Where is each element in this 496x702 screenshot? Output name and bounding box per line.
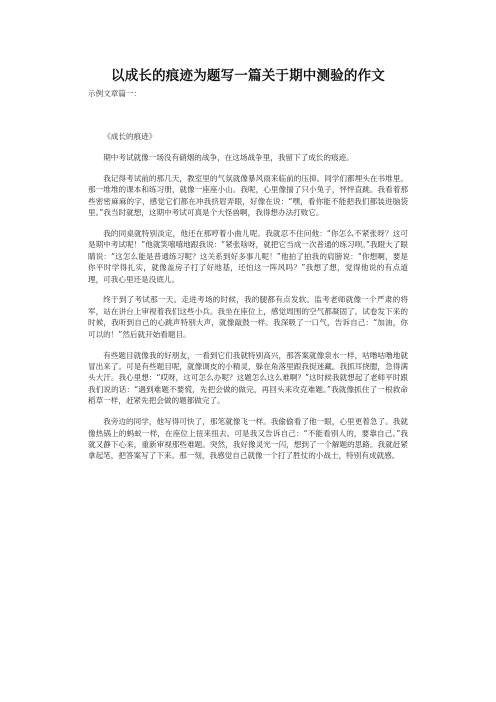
paragraph: 我的同桌就特别淡定，他还在那哼着小曲儿呢。我就忍不住问他：“你怎么不紧张呀？这可是期中考试呢！”他就笑嘻嘻地跟我说：“紧张啥呀，就把它当成一次普通的练习呗。”我瞪大了眼睛说：“这怎么能是普通练习呢？这关系到好多事儿呢！”他拍了拍我的肩膀说：“你想啊，要是你平时学得扎实，就像盖房子打了好地基，还怕这一阵风吗？”我想了想，觉得他说的有点道理，可我心里还是没底儿。 <box>88 228 408 284</box>
paragraph: 有些题目就像我的好朋友，一看到它们我就特别高兴，那答案就像泉水一样，咕噜咕噜地就冒出来了。可是有些题目呢，就像调皮的小精灵，躲在角落里跟我捉迷藏。我抓耳挠腮，急得满头大汗。我心里想：“哎呀，这可怎么办呢？这题怎么这么难啊？”这时候我就想起了老师平时跟我们说的话：“遇到难题不要慌，先把会做的做完，再回头来攻克难题。”我就像抓住了一根救命稻草一样，赶紧先把会做的题都做完了。 <box>88 350 408 406</box>
document-title: 以成长的痕迹为题写一篇关于期中测验的作文 <box>111 68 385 84</box>
paragraph: 我旁边的同学，他写得可快了，那笔就像飞一样。我偷偷看了他一眼，心里更着急了。我就像热锅上的蚂蚁一样，在座位上扭来扭去。可是我又告诉自己：“不能看别人的，要靠自己。”我就又静下心来，重新审视那些难题。突然，我好像灵光一闪，想到了一个解题的思路。我就赶紧拿起笔，把答案写了下来。那一刻，我感觉自己就像一个打了胜仗的小战士，特别有成就感。 <box>88 417 408 461</box>
document-subtitle: 示例文章篇一： <box>88 89 142 98</box>
paragraph: 终于到了考试那一天。走进考场的时候，我的腿都有点发软。监考老师就像一个严肃的将军，站在讲台上审视着我们这些小兵。我坐在座位上，感觉周围的空气都凝固了。试卷发下来的时候，我听到自己的心跳声特别大声，就像敲鼓一样。我深吸了一口气，告诉自己：“加油，你可以的！”然后就开始看题目。 <box>88 295 408 339</box>
paragraph: 我记得考试前的那几天，教室里的气氛就像暴风雨来临前的压抑。同学们都埋头在书堆里。那一堆堆的课本和练习册，就像一座座小山。我呢，心里像揣了只小兔子，怦怦直跳。我看着那些密密麻麻的字，感觉它们都在冲我挤眉弄眼，好像在说：“嘿，看你能不能把我们都装进脑袋里。”我当时就想，这期中考试可真是个大怪兽啊，我得想办法打败它。 <box>88 173 408 218</box>
document-body <box>88 131 408 462</box>
essay-heading: 《成长的痕迹》 <box>103 132 157 141</box>
paragraph: 期中考试就像一场没有硝烟的战争，在这场战争里，我留下了成长的痕迹。 <box>103 152 354 162</box>
